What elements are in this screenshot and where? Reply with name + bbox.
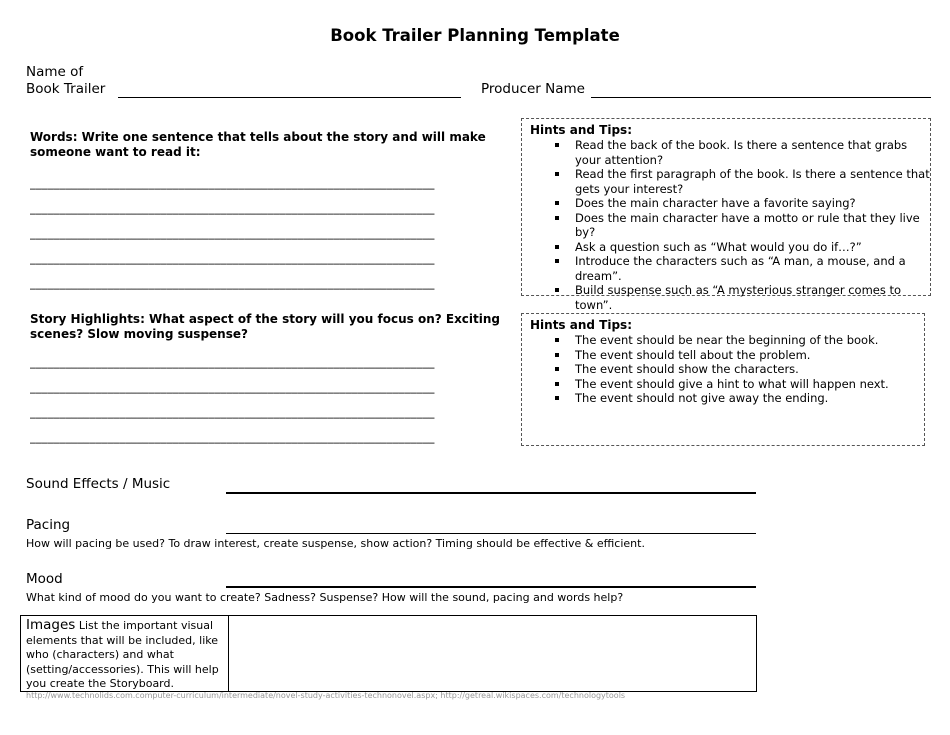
- trailer-name-field[interactable]: [118, 97, 461, 98]
- highlights-prompt: Story Highlights: What aspect of the story will you focus on? Exciting scenes? Slow moving suspense?: [30, 312, 501, 341]
- mood-label: Mood: [26, 571, 63, 587]
- trailer-name-label: [26, 64, 105, 98]
- hint-item: Read the back of the book. Is there a sentence that grabs your attention?: [575, 138, 930, 167]
- words-line-2[interactable]: ____________________________________________________________________: [30, 201, 435, 215]
- hints-list: [522, 333, 924, 406]
- highlights-line-2[interactable]: ____________________________________________________________________: [30, 380, 435, 394]
- hint-item: The event should tell about the problem.: [575, 348, 924, 363]
- images-label: Images: [26, 617, 76, 633]
- hint-item: Ask a question such as “What would you do if…?”: [575, 240, 930, 255]
- words-line-5[interactable]: ____________________________________________________________________: [30, 276, 435, 290]
- highlights-line-4[interactable]: ____________________________________________________________________: [30, 430, 435, 444]
- highlights-line-3[interactable]: ____________________________________________________________________: [30, 405, 435, 419]
- hint-item: The event should be near the beginning of the book.: [575, 333, 924, 348]
- producer-name-label: Producer Name: [481, 81, 585, 97]
- mood-field[interactable]: [226, 586, 756, 588]
- pacing-field[interactable]: [226, 533, 756, 534]
- hint-item: Does the main character have a favorite saying?: [575, 196, 930, 211]
- words-line-3[interactable]: ____________________________________________________________________: [30, 226, 435, 240]
- producer-name-field[interactable]: [591, 97, 931, 98]
- hint-item: Build suspense such as “A mysterious stranger comes to town”.: [575, 283, 930, 312]
- words-line-4[interactable]: ____________________________________________________________________: [30, 251, 435, 265]
- hint-item: The event should give a hint to what will happen next.: [575, 377, 924, 392]
- highlights-line-1[interactable]: ____________________________________________________________________: [30, 355, 435, 369]
- footer-source-links: http://www.technolids.com.computer-curriculum/intermediate/novel-study-activities-technonovel.aspx; http://getreal.wikispaces.com/technologytools: [26, 691, 626, 700]
- hints-box-words: [521, 118, 931, 312]
- hint-item: The event should not give away the ending.: [575, 391, 924, 406]
- highlights-lines: [30, 355, 512, 455]
- page-title: Book Trailer Planning Template: [330, 26, 620, 45]
- words-prompt: Words: Write one sentence that tells about the story and will make someone want to read it:: [30, 130, 486, 159]
- hints-heading: Hints and Tips:: [530, 318, 632, 332]
- hint-item: The event should show the characters.: [575, 362, 924, 377]
- hints-heading: Hints and Tips:: [530, 123, 632, 137]
- images-table: [20, 615, 757, 692]
- pacing-label: Pacing: [26, 517, 71, 533]
- trailer-name-label-line1: Name of: [26, 64, 84, 80]
- sound-field[interactable]: [226, 492, 756, 494]
- mood-description: What kind of mood do you want to create? Sadness? Suspense? How will the sound, pacing and words help?: [26, 591, 624, 604]
- images-label-cell: [21, 616, 229, 691]
- images-label-text: [21, 616, 228, 694]
- hint-item: Does the main character have a motto or rule that they live by?: [575, 211, 930, 240]
- sound-label: Sound Effects / Music: [26, 476, 171, 492]
- trailer-name-label-line2: Book Trailer: [26, 81, 106, 97]
- hints-box-highlights: [521, 313, 925, 446]
- images-description: List the important visual elements that will be included, like who (characters) and what (setting/accessories). This will help you create the Storyboard.: [26, 619, 219, 690]
- images-input-cell[interactable]: [229, 616, 756, 691]
- hint-item: Introduce the characters such as “A man, a mouse, and a dream”.: [575, 254, 930, 283]
- pacing-description: How will pacing be used? To draw interest, create suspense, show action? Timing should be effective & efficient.: [26, 537, 645, 550]
- words-lines: [30, 176, 512, 301]
- words-line-1[interactable]: ____________________________________________________________________: [30, 176, 435, 190]
- hint-item: Read the first paragraph of the book. Is there a sentence that gets your interest?: [575, 167, 930, 196]
- hints-list: [522, 138, 930, 312]
